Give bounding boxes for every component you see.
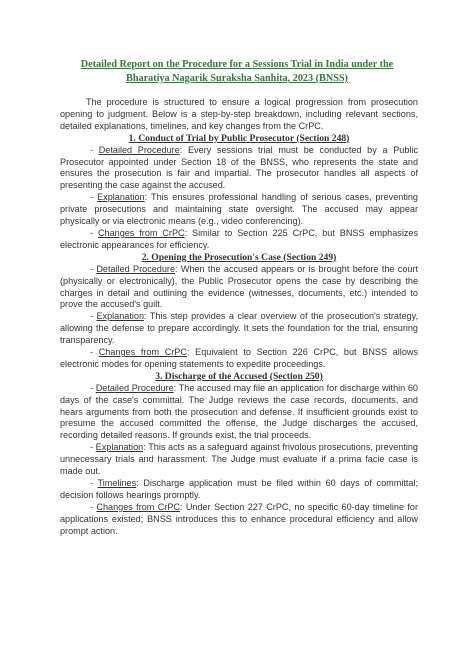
section-2-item-2: - Explanation: This step provides a clear overview of the prosecution's strategy, allowing the defense to prepare accordingly. It sets the foundation for the trial, ensuring transparency. xyxy=(60,311,418,346)
item-label: Detailed Procedure xyxy=(98,144,180,155)
section-1-item-2: - Explanation: This ensures professional handling of serious cases, preventing private prosecutions and maintaining state oversight. The accused may appear physically or via electronic means (e.g., video conferencing). xyxy=(60,192,418,227)
item-label: Detailed Procedure xyxy=(96,263,175,274)
item-label: Changes from CrPC xyxy=(97,227,185,238)
item-label: Explanation xyxy=(97,192,145,203)
item-label: Explanation xyxy=(96,311,145,322)
item-text: : Every sessions trial must be conducted by a Public Prosecutor appointed under Section 18 of the BNSS, who represents the state and ensures the prosecution is fair and impartial. The prosecutor handles all aspects of presenting the case against the accused. xyxy=(60,144,418,191)
item-label: Changes from CrPC xyxy=(96,501,180,512)
item-text: : This acts as a safeguard against frivolous prosecutions, preventing unnecessary trials and harassment. The Judge must evaluate if a prima facie case is made out. xyxy=(60,442,418,477)
section-3-item-1: - Detailed Procedure: The accused may file an application for discharge within 60 days of the case's committal. The Judge reviews the case records, documents, and hears arguments from both the prosecution and defense. If insufficient grounds exist to presume the accused committed the offense, the Judge discharges the accused, recording detailed reasons. If grounds exist, the trial proceeds. xyxy=(60,382,418,441)
item-text: : Discharge application must be filed within 60 days of committal; decision follows hearings promptly. xyxy=(60,478,418,500)
item-text: : Similar to Section 225 CrPC, but BNSS emphasizes electronic appearances for efficiency. xyxy=(60,227,418,250)
section-heading-1: 1. Conduct of Trial by Public Prosecutor (Section 248) xyxy=(128,132,350,144)
section-3-item-4: - Changes from CrPC: Under Section 227 CrPC, no specific 60-day timeline for applications existed; BNSS introduces this to enhance procedural efficiency and allow prompt action. xyxy=(60,501,419,536)
section-3-item-3: - Timelines: Discharge application must be filed within 60 days of committal; decision follows hearings promptly. xyxy=(60,478,418,500)
item-label: Timelines xyxy=(97,478,137,488)
item-text: : This ensures professional handling of serious cases, preventing private prosecutions and maintaining state oversight. The accused may appear physically or via electronic means (e.g., video conferencing). xyxy=(60,192,418,227)
section-1-item-1: - Detailed Procedure: Every sessions trial must be conducted by a Public Prosecutor appointed under Section 18 of the BNSS, who represents the state and ensures the prosecution is fair and impartial. The prosecutor handles all aspects of presenting the case against the accused. xyxy=(60,144,418,191)
intro-paragraph: The procedure is structured to ensure a logical progression from prosecution opening to judgment. Below is a step-by-step breakdown, including relevant sections, detailed explanations, timelines, and key changes from the CrPC. xyxy=(60,97,418,131)
document-body xyxy=(60,97,418,538)
item-label: Explanation xyxy=(95,442,144,453)
document-title xyxy=(60,58,414,86)
section-2-item-3: - Changes from CrPC: Equivalent to Section 226 CrPC, but BNSS allows electronic modes for opening statements to expedite proceedings. xyxy=(60,347,418,369)
title-line-2: Bharatiya Nagarik Suraksha Sanhita, 2023 (BNSS) xyxy=(126,73,348,84)
item-text: : Equivalent to Section 226 CrPC, but BNSS allows electronic modes for opening statements to expedite proceedings. xyxy=(60,347,418,369)
section-heading-3: 3. Discharge of the Accused (Section 250) xyxy=(155,370,323,382)
section-1-item-3: - Changes from CrPC: Similar to Section 225 CrPC, but BNSS emphasizes electronic appearances for efficiency. xyxy=(60,227,418,250)
item-text: : The accused may file an application for discharge within 60 days of the case's committal. The Judge reviews the case records, documents, and hears arguments from both the prosecution and defense. If insufficient grounds exist to presume the accused committed the offense, the Judge discharges the accused, recording detailed reasons. If grounds exist, the trial proceeds. xyxy=(60,382,418,441)
section-2-item-1: - Detailed Procedure: When the accused appears or is brought before the court (physically or electronically), the Public Prosecutor opens the case by describing the charges in detail and outlining the evidence (witnesses, documents, etc.) intended to prove the accused's guilt. xyxy=(60,263,418,310)
item-text: : When the accused appears or is brought before the court (physically or electronically), the Public Prosecutor opens the case by describing the charges in detail and outlining the evidence (witnesses, documents, etc.) intended to prove the accused's guilt. xyxy=(60,263,418,310)
section-heading-2: 2. Opening the Prosecution's Case (Section 249) xyxy=(141,251,337,263)
item-text: : This step provides a clear overview of the prosecution's strategy, allowing the defense to prepare accordingly. It sets the foundation for the trial, ensuring transparency. xyxy=(60,311,418,346)
item-text: : Under Section 227 CrPC, no specific 60-day timeline for applications existed; BNSS introduces this to enhance procedural efficiency and allow prompt action. xyxy=(60,501,419,536)
title-line-1: Detailed Report on the Procedure for a Sessions Trial in India under the xyxy=(80,59,394,70)
item-label: Changes from CrPC xyxy=(98,347,187,358)
section-3-item-2: - Explanation: This acts as a safeguard against frivolous prosecutions, preventing unnecessary trials and harassment. The Judge must evaluate if a prima facie case is made out. xyxy=(60,442,418,477)
item-label: Detailed Procedure xyxy=(95,382,174,393)
